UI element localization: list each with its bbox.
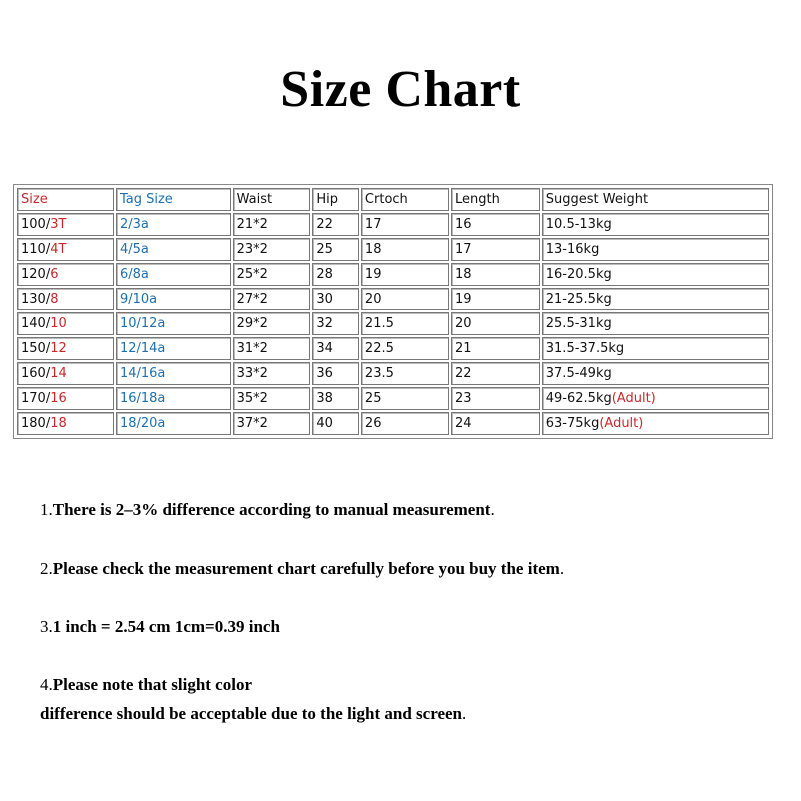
cell-size: 110/4T xyxy=(17,238,114,261)
cell-crotch: 17 xyxy=(361,213,449,236)
cell-suggest-weight: 37.5-49kg xyxy=(542,362,769,385)
table-header-row xyxy=(17,188,769,211)
header-suggest-weight: Suggest Weight xyxy=(542,188,769,211)
cell-suggest-weight: 10.5-13kg xyxy=(542,213,769,236)
table-row xyxy=(17,362,769,385)
cell-size: 150/12 xyxy=(17,337,114,360)
cell-hip: 22 xyxy=(312,213,359,236)
table-row xyxy=(17,337,769,360)
note-1: 1.There is 2–3% difference according to manual measurement. xyxy=(40,500,495,519)
cell-tag-size: 4/5a xyxy=(116,238,231,261)
header-tag-size: Tag Size xyxy=(116,188,231,211)
table-row xyxy=(17,213,769,236)
cell-waist: 25*2 xyxy=(233,263,311,286)
cell-size: 170/16 xyxy=(17,387,114,410)
cell-length: 16 xyxy=(451,213,540,236)
cell-waist: 27*2 xyxy=(233,288,311,311)
cell-hip: 38 xyxy=(312,387,359,410)
cell-crotch: 22.5 xyxy=(361,337,449,360)
header-hip: Hip xyxy=(312,188,359,211)
cell-length: 22 xyxy=(451,362,540,385)
cell-size: 120/6 xyxy=(17,263,114,286)
cell-tag-size: 16/18a xyxy=(116,387,231,410)
cell-suggest-weight: 21-25.5kg xyxy=(542,288,769,311)
cell-hip: 36 xyxy=(312,362,359,385)
cell-tag-size: 14/16a xyxy=(116,362,231,385)
cell-tag-size: 18/20a xyxy=(116,412,231,435)
cell-suggest-weight: 31.5-37.5kg xyxy=(542,337,769,360)
cell-crotch: 19 xyxy=(361,263,449,286)
cell-hip: 32 xyxy=(312,312,359,335)
cell-hip: 25 xyxy=(312,238,359,261)
table-row xyxy=(17,238,769,261)
header-size: Size xyxy=(17,188,114,211)
cell-tag-size: 9/10a xyxy=(116,288,231,311)
cell-tag-size: 2/3a xyxy=(116,213,231,236)
cell-crotch: 25 xyxy=(361,387,449,410)
table-row xyxy=(17,412,769,435)
cell-waist: 33*2 xyxy=(233,362,311,385)
size-table xyxy=(13,184,773,439)
cell-hip: 40 xyxy=(312,412,359,435)
cell-waist: 35*2 xyxy=(233,387,311,410)
cell-waist: 29*2 xyxy=(233,312,311,335)
cell-length: 23 xyxy=(451,387,540,410)
cell-tag-size: 12/14a xyxy=(116,337,231,360)
cell-hip: 34 xyxy=(312,337,359,360)
cell-crotch: 21.5 xyxy=(361,312,449,335)
cell-size: 140/10 xyxy=(17,312,114,335)
note-4-line-2: difference should be acceptable due to the light and screen. xyxy=(40,704,467,723)
cell-waist: 37*2 xyxy=(233,412,311,435)
cell-waist: 23*2 xyxy=(233,238,311,261)
cell-crotch: 26 xyxy=(361,412,449,435)
note-2: 2.Please check the measurement chart carefully before you buy the item. xyxy=(40,559,565,578)
header-crotch: Crtoch xyxy=(361,188,449,211)
cell-suggest-weight: 25.5-31kg xyxy=(542,312,769,335)
table-row xyxy=(17,387,769,410)
cell-length: 24 xyxy=(451,412,540,435)
cell-suggest-weight: 16-20.5kg xyxy=(542,263,769,286)
cell-size: 160/14 xyxy=(17,362,114,385)
cell-tag-size: 10/12a xyxy=(116,312,231,335)
cell-hip: 28 xyxy=(312,263,359,286)
cell-crotch: 23.5 xyxy=(361,362,449,385)
note-3: 3.1 inch = 2.54 cm 1cm=0.39 inch xyxy=(40,617,280,636)
table-row xyxy=(17,312,769,335)
cell-length: 17 xyxy=(451,238,540,261)
note-4: 4.Please note that slight color xyxy=(40,675,252,694)
cell-waist: 21*2 xyxy=(233,213,311,236)
header-waist: Waist xyxy=(233,188,311,211)
cell-hip: 30 xyxy=(312,288,359,311)
cell-length: 18 xyxy=(451,263,540,286)
cell-suggest-weight: 63-75kg(Adult) xyxy=(542,412,769,435)
table-row xyxy=(17,263,769,286)
cell-tag-size: 6/8a xyxy=(116,263,231,286)
cell-size: 180/18 xyxy=(17,412,114,435)
cell-size: 130/8 xyxy=(17,288,114,311)
cell-length: 20 xyxy=(451,312,540,335)
cell-size: 100/3T xyxy=(17,213,114,236)
cell-waist: 31*2 xyxy=(233,337,311,360)
cell-crotch: 18 xyxy=(361,238,449,261)
cell-suggest-weight: 49-62.5kg(Adult) xyxy=(542,387,769,410)
cell-length: 19 xyxy=(451,288,540,311)
cell-length: 21 xyxy=(451,337,540,360)
cell-crotch: 20 xyxy=(361,288,449,311)
cell-suggest-weight: 13-16kg xyxy=(542,238,769,261)
table-row xyxy=(17,288,769,311)
page-title: Size Chart xyxy=(280,61,521,118)
header-length: Length xyxy=(451,188,540,211)
